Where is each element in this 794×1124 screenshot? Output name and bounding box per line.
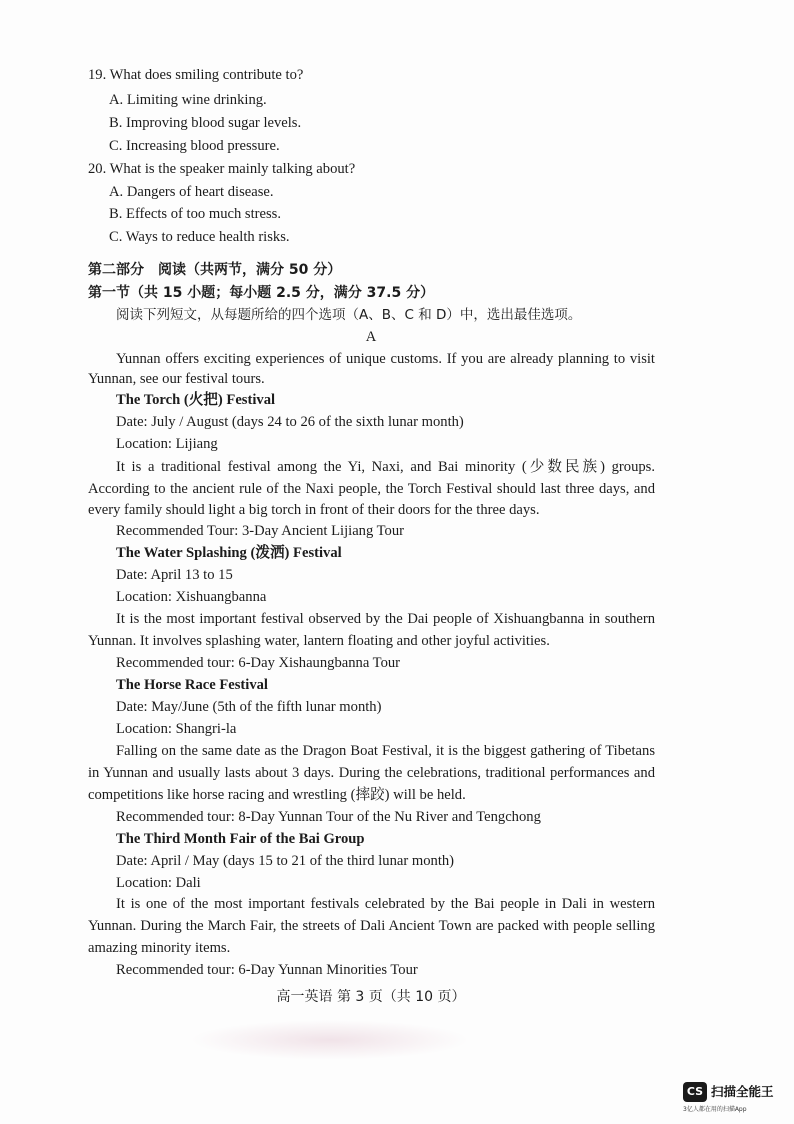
question-19-option-b: B. Improving blood sugar levels.	[109, 115, 302, 131]
festival-description-line: Yunnan. During the March Fair, the streets of Dali Ancient Town are packed with people selling	[88, 918, 655, 934]
scanner-watermark	[683, 1079, 783, 1119]
festival-description-line: It is the most important festival observed by the Dai people of Xishuangbanna in southern	[116, 611, 655, 627]
festival-recommended-tour: Recommended tour: 6-Day Yunnan Minorities Tour	[116, 962, 418, 978]
festival-date: Date: April / May (days 15 to 21 of the third lunar month)	[116, 853, 455, 869]
question-19-stem: 19. What does smiling contribute to?	[88, 67, 304, 83]
festival-recommended-tour: Recommended tour: 6-Day Xishaungbanna Tour	[116, 655, 401, 671]
festival-description-line: According to the ancient rule of the Naxi people, the Torch Festival should last three days, and	[88, 481, 655, 497]
festival-location: Location: Xishuangbanna	[116, 589, 267, 605]
festival-location: Location: Shangri-la	[116, 721, 237, 737]
festival-location: Location: Lijiang	[116, 436, 218, 452]
festival-date: Date: April 13 to 15	[116, 567, 233, 583]
passage-intro-line-1: Yunnan offers exciting experiences of unique customs. If you are already planning to visit	[116, 351, 655, 367]
festival-description-line: It is a traditional festival among the Yi, Naxi, and Bai minority (少数民族) groups.	[116, 459, 655, 475]
question-20-option-b: B. Effects of too much stress.	[109, 206, 281, 222]
scanner-app-name: 扫描全能王	[711, 1084, 774, 1099]
festival-description-line: competitions like horse racing and wrestling (摔跤) will be held.	[88, 787, 466, 803]
festival-description-line: in Yunnan and usually lasts about 3 days. During the celebrations, traditional performances and	[88, 765, 655, 781]
festival-description-line: Yunnan. It involves splashing water, lantern floating and other joyful activities.	[88, 633, 550, 649]
scanner-logo-icon: CS	[683, 1082, 707, 1102]
festival-location: Location: Dali	[116, 875, 201, 891]
festival-recommended-tour: Recommended tour: 8-Day Yunnan Tour of the Nu River and Tengchong	[116, 809, 541, 825]
festival-description-line: amazing minority items.	[88, 940, 231, 956]
question-20-option-c: C. Ways to reduce health risks.	[109, 229, 290, 245]
festival-date: Date: May/June (5th of the fifth lunar month)	[116, 699, 382, 715]
question-20-option-a: A. Dangers of heart disease.	[109, 184, 274, 200]
page-footer: 高一英语 第 3 页（共 10 页）	[276, 989, 466, 1005]
festival-recommended-tour: Recommended Tour: 3-Day Ancient Lijiang Tour	[116, 523, 405, 539]
festival-description-line: Falling on the same date as the Dragon Boat Festival, it is the biggest gathering of Tibetans	[116, 743, 655, 759]
passage-label: A	[365, 329, 377, 345]
festival-date: Date: July / August (days 24 to 26 of the sixth lunar month)	[116, 414, 464, 430]
part2-heading: 第二部分 阅读（共两节，满分 50 分）	[88, 262, 342, 278]
scan-smudge	[190, 1020, 470, 1060]
passage-intro-line-2: Yunnan, see our festival tours.	[88, 371, 265, 387]
festival-title: The Third Month Fair of the Bai Group	[116, 831, 365, 847]
question-20-stem: 20. What is the speaker mainly talking about?	[88, 161, 356, 177]
festival-title: The Horse Race Festival	[116, 677, 268, 693]
festival-description-line: It is one of the most important festivals celebrated by the Bai people in Dali in western	[116, 896, 655, 912]
festival-title: The Water Splashing (泼洒) Festival	[116, 545, 342, 561]
festival-title: The Torch (火把) Festival	[116, 392, 276, 408]
reading-instruction: 阅读下列短文，从每题所给的四个选项（A、B、C 和 D）中，选出最佳选项。	[116, 307, 582, 323]
question-19-option-a: A. Limiting wine drinking.	[109, 92, 267, 108]
festival-description-line: every family should light a big torch in front of their doors for the three days.	[88, 502, 540, 518]
section1-heading: 第一节（共 15 小题；每小题 2.5 分，满分 37.5 分）	[88, 285, 435, 301]
question-19-option-c: C. Increasing blood pressure.	[109, 138, 280, 154]
scanner-tagline: 3亿人都在用的扫描App	[683, 1106, 747, 1113]
